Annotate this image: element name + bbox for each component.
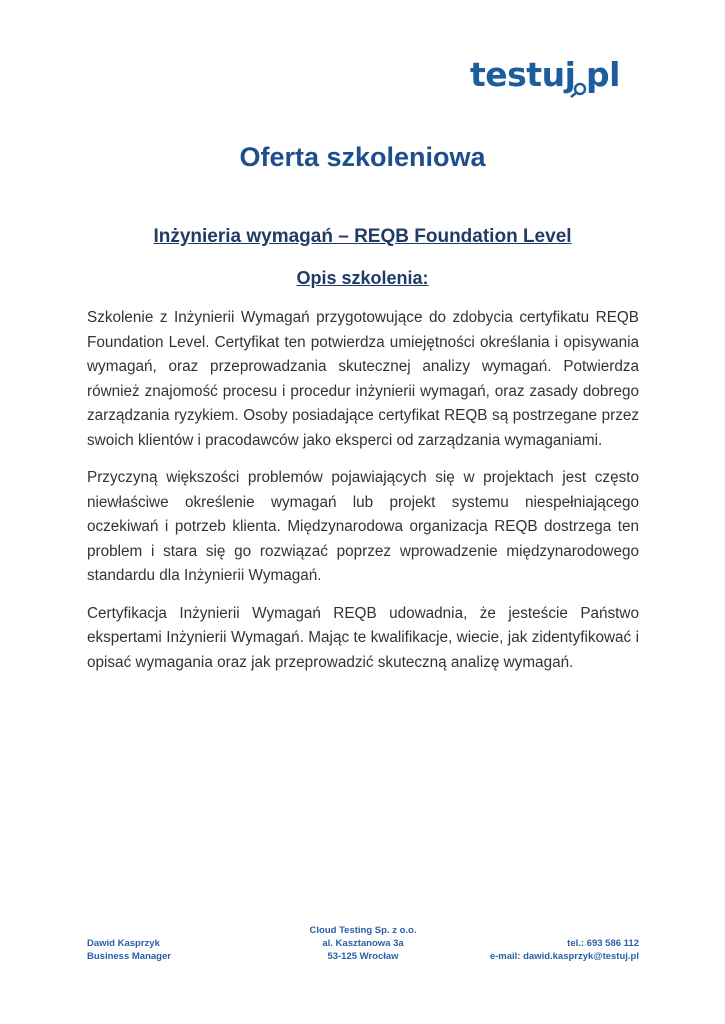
course-title: Inżynieria wymagań – REQB Foundation Level xyxy=(153,226,572,247)
description-body xyxy=(87,306,639,688)
footer-contact-details xyxy=(490,937,639,963)
footer-role: Business Manager xyxy=(87,951,171,962)
testuj-logo-icon xyxy=(470,52,630,98)
footer-phone: tel.: 693 586 112 xyxy=(567,938,639,949)
svg-text:testuj: testuj xyxy=(470,55,576,94)
footer-email[interactable]: e-mail: dawid.kasprzyk@testuj.pl xyxy=(489,951,639,962)
svg-text:pl: pl xyxy=(586,55,620,94)
section-heading: Opis szkolenia: xyxy=(296,268,429,288)
footer-city: 53-125 Wrocław xyxy=(327,951,399,962)
footer-street: al. Kasztanowa 3a xyxy=(322,938,404,949)
page-footer xyxy=(87,924,639,974)
brand-logo xyxy=(470,52,630,98)
paragraph-3: Certyfikacja Inżynierii Wymagań REQB udowadnia, że jesteście Państwo ekspertami Inżynierii Wymagań. Mając te kwalifikacje, wiecie, jak zidentyfikować i opisać wymagania oraz jak przeprowadzić skuteczną analizę wymagań. xyxy=(87,604,639,671)
footer-name: Dawid Kasprzyk xyxy=(87,938,160,949)
paragraph-2: Przyczyną większości problemów pojawiających się w projektach jest często niewłaściwe określenie wymagań lub projekt systemu niespełniającego oczekiwań i potrzeb klienta. Międzynarodowa organizacja REQB dostrzega ten problem i stara się go rozwiązać poprzez wprowadzenie międzynarodowego standardu dla Inżynierii Wymagań. xyxy=(87,469,639,584)
footer-company: Cloud Testing Sp. z o.o. xyxy=(309,925,417,936)
page-title: Oferta szkoleniowa xyxy=(239,142,486,172)
paragraph-1: Szkolenie z Inżynierii Wymagań przygotowujące do zdobycia certyfikatu REQB Foundation Level. Certyfikat ten potwierdza umiejętności określania i opisywania wymagań, oraz przeprowadzania skutecznej analizy wymagań. Potwierdza również znajomość procesu i procedur inżynierii wymagań, oraz zasady dobrego zarządzania ryzykiem. Osoby posiadające certyfikat REQB są postrzegane przez swoich klientów i pracodawców jako eksperci od zarządzania wymaganiami. xyxy=(87,309,639,449)
